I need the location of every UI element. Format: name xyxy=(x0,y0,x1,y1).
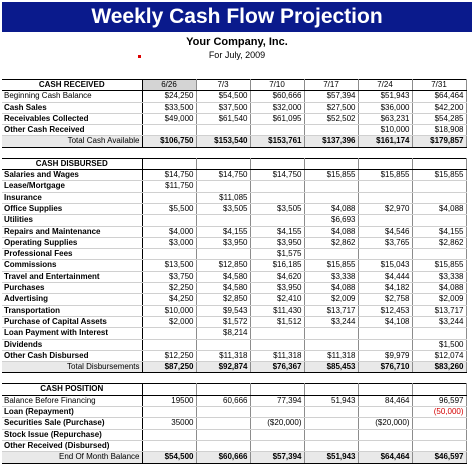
value-cell[interactable] xyxy=(142,215,196,226)
table-row xyxy=(2,203,466,214)
week-header-cell[interactable] xyxy=(358,158,412,169)
sheet-title: Weekly Cash Flow Projection xyxy=(91,5,383,28)
value-cell[interactable]: 77,394 xyxy=(250,395,304,406)
value-cell[interactable]: $1,572 xyxy=(196,316,250,327)
value-cell[interactable] xyxy=(358,407,412,418)
value-cell[interactable]: $12,074 xyxy=(412,350,466,361)
week-header-cell[interactable] xyxy=(142,384,196,395)
value-cell[interactable]: $9,543 xyxy=(196,305,250,316)
value-cell[interactable]: 35000 xyxy=(142,418,196,429)
value-cell[interactable]: $3,338 xyxy=(304,271,358,282)
row-label[interactable]: Office Supplies xyxy=(2,203,142,214)
week-header-cell[interactable]: 7/31 xyxy=(412,80,466,91)
value-cell[interactable]: $36,000 xyxy=(358,102,412,113)
value-cell[interactable]: $2,862 xyxy=(304,237,358,248)
value-cell[interactable]: $2,850 xyxy=(196,294,250,305)
value-cell[interactable] xyxy=(412,429,466,440)
row-label[interactable]: Travel and Entertainment xyxy=(2,271,142,282)
value-cell[interactable] xyxy=(142,440,196,451)
value-cell[interactable] xyxy=(304,440,358,451)
value-cell[interactable]: $4,155 xyxy=(250,226,304,237)
week-header-cell[interactable] xyxy=(358,384,412,395)
value-cell[interactable] xyxy=(304,192,358,203)
table-row xyxy=(2,260,466,271)
value-cell[interactable]: $10,000 xyxy=(358,125,412,136)
value-cell[interactable]: $4,000 xyxy=(142,226,196,237)
week-header-cell[interactable] xyxy=(250,158,304,169)
value-cell[interactable] xyxy=(196,339,250,350)
value-cell[interactable] xyxy=(358,429,412,440)
value-cell[interactable]: $51,943 xyxy=(358,91,412,102)
value-cell[interactable]: $4,088 xyxy=(412,203,466,214)
value-cell[interactable]: $11,430 xyxy=(250,305,304,316)
table-row xyxy=(2,271,466,282)
total-cell[interactable]: $153,540 xyxy=(196,136,250,147)
value-cell[interactable]: $12,850 xyxy=(196,260,250,271)
value-cell[interactable]: $3,950 xyxy=(250,283,304,294)
value-cell[interactable] xyxy=(250,440,304,451)
total-cell[interactable]: $64,464 xyxy=(358,452,412,463)
value-cell[interactable] xyxy=(304,407,358,418)
value-cell[interactable]: $2,410 xyxy=(250,294,304,305)
table-row xyxy=(2,305,466,316)
value-cell[interactable]: $33,500 xyxy=(142,102,196,113)
total-cell[interactable]: $87,250 xyxy=(142,362,196,373)
value-cell[interactable] xyxy=(142,407,196,418)
total-cell[interactable]: $161,174 xyxy=(358,136,412,147)
value-cell[interactable]: $4,182 xyxy=(358,283,412,294)
section-title[interactable]: CASH POSITION xyxy=(2,384,142,395)
table-row xyxy=(2,294,466,305)
total-cell[interactable]: $92,874 xyxy=(196,362,250,373)
row-label[interactable]: Securities Sale (Purchase) xyxy=(2,418,142,429)
table-row xyxy=(2,418,466,429)
value-cell[interactable]: $11,085 xyxy=(196,192,250,203)
table-row xyxy=(2,339,466,350)
disbursed-section-header xyxy=(2,158,466,169)
value-cell[interactable]: $3,950 xyxy=(250,237,304,248)
value-cell[interactable]: $4,088 xyxy=(304,226,358,237)
value-cell[interactable]: $3,950 xyxy=(196,237,250,248)
row-label[interactable]: Transportation xyxy=(2,305,142,316)
table-row xyxy=(2,125,466,136)
value-cell[interactable]: $4,250 xyxy=(142,294,196,305)
spreadsheet-grid xyxy=(2,79,467,464)
value-cell[interactable] xyxy=(196,215,250,226)
total-cell[interactable]: $57,394 xyxy=(250,452,304,463)
value-cell[interactable] xyxy=(358,192,412,203)
position-total-row xyxy=(2,452,466,463)
value-cell[interactable] xyxy=(196,125,250,136)
value-cell[interactable]: $12,453 xyxy=(358,305,412,316)
value-cell[interactable] xyxy=(304,181,358,192)
value-cell[interactable]: $16,185 xyxy=(250,260,304,271)
value-cell[interactable]: $14,750 xyxy=(250,170,304,181)
row-label[interactable]: Professional Fees xyxy=(2,249,142,260)
value-cell[interactable] xyxy=(142,429,196,440)
table-row xyxy=(2,181,466,192)
total-cell[interactable]: $46,597 xyxy=(412,452,466,463)
empty-cell[interactable] xyxy=(358,147,412,158)
empty-cell[interactable] xyxy=(196,373,250,384)
week-header-cell[interactable]: 7/10 xyxy=(250,80,304,91)
table-row xyxy=(2,170,466,181)
value-cell[interactable]: $6,693 xyxy=(304,215,358,226)
value-cell[interactable] xyxy=(250,429,304,440)
value-cell[interactable]: $2,009 xyxy=(412,294,466,305)
value-cell[interactable]: ($20,000) xyxy=(358,418,412,429)
total-cell[interactable]: $51,943 xyxy=(304,452,358,463)
value-cell[interactable]: $15,855 xyxy=(412,170,466,181)
week-header-cell[interactable] xyxy=(412,158,466,169)
value-cell[interactable] xyxy=(196,418,250,429)
empty-cell[interactable] xyxy=(196,147,250,158)
value-cell[interactable] xyxy=(142,192,196,203)
value-cell[interactable]: $2,009 xyxy=(304,294,358,305)
received-section-header xyxy=(2,80,466,91)
total-cell[interactable]: $76,710 xyxy=(358,362,412,373)
value-cell[interactable]: $4,155 xyxy=(196,226,250,237)
value-cell[interactable] xyxy=(196,440,250,451)
value-cell[interactable]: ($20,000) xyxy=(250,418,304,429)
value-cell[interactable]: $57,394 xyxy=(304,91,358,102)
empty-cell[interactable] xyxy=(250,373,304,384)
value-cell[interactable]: $8,214 xyxy=(196,328,250,339)
week-header-cell[interactable] xyxy=(304,158,358,169)
value-cell[interactable] xyxy=(304,429,358,440)
value-cell[interactable]: $15,855 xyxy=(412,260,466,271)
value-cell[interactable]: $2,970 xyxy=(358,203,412,214)
table-row xyxy=(2,316,466,327)
value-cell[interactable]: $3,338 xyxy=(412,271,466,282)
week-header-cell[interactable] xyxy=(196,158,250,169)
value-cell[interactable]: $15,043 xyxy=(358,260,412,271)
value-cell[interactable]: $1,575 xyxy=(250,249,304,260)
value-cell[interactable]: $11,750 xyxy=(142,181,196,192)
title-banner xyxy=(2,2,472,32)
row-label[interactable]: Loan (Repayment) xyxy=(2,407,142,418)
table-row xyxy=(2,395,466,406)
table-row xyxy=(2,440,466,451)
value-cell[interactable] xyxy=(142,339,196,350)
total-cell[interactable]: $85,453 xyxy=(304,362,358,373)
total-label[interactable]: Total Disbursements xyxy=(2,362,142,373)
value-cell[interactable]: $37,500 xyxy=(196,102,250,113)
row-label[interactable]: Utilities xyxy=(2,215,142,226)
value-cell[interactable]: $24,250 xyxy=(142,91,196,102)
value-cell[interactable] xyxy=(250,339,304,350)
week-header-cell[interactable]: 6/26 xyxy=(142,80,196,91)
value-cell[interactable]: 96,597 xyxy=(412,395,466,406)
value-cell[interactable]: $27,500 xyxy=(304,102,358,113)
row-label[interactable]: Cash Sales xyxy=(2,102,142,113)
row-label[interactable]: Advertising xyxy=(2,294,142,305)
value-cell[interactable]: $64,464 xyxy=(412,91,466,102)
value-cell[interactable]: $4,088 xyxy=(304,283,358,294)
value-cell[interactable]: $15,855 xyxy=(304,260,358,271)
empty-cell[interactable] xyxy=(412,373,466,384)
value-cell[interactable]: $1,500 xyxy=(412,339,466,350)
total-cell[interactable]: $83,260 xyxy=(412,362,466,373)
table-row xyxy=(2,237,466,248)
week-header-cell[interactable] xyxy=(250,384,304,395)
value-cell[interactable]: $1,512 xyxy=(250,316,304,327)
company-name: Your Company, Inc. xyxy=(186,36,288,48)
value-cell[interactable] xyxy=(304,125,358,136)
empty-cell[interactable] xyxy=(250,147,304,158)
section-title[interactable]: CASH RECEIVED xyxy=(2,80,142,91)
table-row xyxy=(2,215,466,226)
spacer-row xyxy=(2,147,466,158)
total-cell[interactable]: $76,367 xyxy=(250,362,304,373)
row-label[interactable]: Balance Before Financing xyxy=(2,395,142,406)
value-cell[interactable] xyxy=(304,328,358,339)
value-cell[interactable] xyxy=(250,192,304,203)
value-cell[interactable] xyxy=(358,215,412,226)
table-row xyxy=(2,283,466,294)
value-cell[interactable] xyxy=(412,328,466,339)
value-cell[interactable]: $4,155 xyxy=(412,226,466,237)
section-title[interactable]: CASH DISBURSED xyxy=(2,158,142,169)
value-cell[interactable] xyxy=(304,249,358,260)
value-cell[interactable]: $2,758 xyxy=(358,294,412,305)
value-cell[interactable]: $3,000 xyxy=(142,237,196,248)
value-cell[interactable]: (50,000) xyxy=(412,407,466,418)
row-label[interactable]: Insurance xyxy=(2,192,142,203)
row-label[interactable]: Purchase of Capital Assets xyxy=(2,316,142,327)
value-cell[interactable]: $2,250 xyxy=(142,283,196,294)
value-cell[interactable]: $2,862 xyxy=(412,237,466,248)
week-header-cell[interactable]: 7/17 xyxy=(304,80,358,91)
value-cell[interactable]: $32,000 xyxy=(250,102,304,113)
value-cell[interactable] xyxy=(142,328,196,339)
value-cell[interactable]: $52,502 xyxy=(304,113,358,124)
value-cell[interactable]: $9,979 xyxy=(358,350,412,361)
value-cell[interactable]: $42,200 xyxy=(412,102,466,113)
row-label[interactable]: Stock Issue (Repurchase) xyxy=(2,429,142,440)
value-cell[interactable]: $60,666 xyxy=(250,91,304,102)
total-label[interactable]: Total Cash Available xyxy=(2,136,142,147)
value-cell[interactable] xyxy=(196,181,250,192)
position-section-header xyxy=(2,384,466,395)
table-row xyxy=(2,350,466,361)
total-label[interactable]: End Of Month Balance xyxy=(2,452,142,463)
row-label[interactable]: Purchases xyxy=(2,283,142,294)
value-cell[interactable]: $15,855 xyxy=(358,170,412,181)
value-cell[interactable]: $18,908 xyxy=(412,125,466,136)
value-cell[interactable] xyxy=(250,407,304,418)
value-cell[interactable]: 84,464 xyxy=(358,395,412,406)
value-cell[interactable]: $4,088 xyxy=(412,283,466,294)
value-cell[interactable]: $4,580 xyxy=(196,271,250,282)
value-cell[interactable]: $49,000 xyxy=(142,113,196,124)
row-label[interactable]: Receivables Collected xyxy=(2,113,142,124)
total-cell[interactable]: $60,666 xyxy=(196,452,250,463)
value-cell[interactable]: $5,500 xyxy=(142,203,196,214)
value-cell[interactable]: $4,444 xyxy=(358,271,412,282)
row-label[interactable]: Other Cash Received xyxy=(2,125,142,136)
value-cell[interactable] xyxy=(412,249,466,260)
value-cell[interactable]: $3,505 xyxy=(250,203,304,214)
week-header-cell[interactable]: 7/3 xyxy=(196,80,250,91)
spacer-row xyxy=(2,373,466,384)
value-cell[interactable]: $11,318 xyxy=(196,350,250,361)
value-cell[interactable] xyxy=(358,249,412,260)
value-cell[interactable]: $14,750 xyxy=(196,170,250,181)
row-label[interactable]: Other Received (Disbursed) xyxy=(2,440,142,451)
total-cell[interactable]: $106,750 xyxy=(142,136,196,147)
table-row xyxy=(2,113,466,124)
disbursed-total-row xyxy=(2,362,466,373)
row-label[interactable]: Beginning Cash Balance xyxy=(2,91,142,102)
row-label[interactable]: Lease/Mortgage xyxy=(2,181,142,192)
value-cell[interactable]: $3,765 xyxy=(358,237,412,248)
table-row xyxy=(2,328,466,339)
value-cell[interactable]: $13,500 xyxy=(142,260,196,271)
value-cell[interactable] xyxy=(412,192,466,203)
value-cell[interactable] xyxy=(358,328,412,339)
value-cell[interactable] xyxy=(412,440,466,451)
value-cell[interactable] xyxy=(250,181,304,192)
empty-cell[interactable] xyxy=(142,147,196,158)
table-row xyxy=(2,429,466,440)
table-row xyxy=(2,102,466,113)
value-cell[interactable] xyxy=(412,215,466,226)
total-cell[interactable]: $137,396 xyxy=(304,136,358,147)
total-cell[interactable]: $179,857 xyxy=(412,136,466,147)
row-label[interactable]: Loan Payment with Interest xyxy=(2,328,142,339)
value-cell[interactable]: $63,231 xyxy=(358,113,412,124)
value-cell[interactable]: $13,717 xyxy=(412,305,466,316)
value-cell[interactable]: $14,750 xyxy=(142,170,196,181)
value-cell[interactable] xyxy=(142,125,196,136)
table-row xyxy=(2,91,466,102)
value-cell[interactable] xyxy=(358,181,412,192)
empty-cell[interactable] xyxy=(304,373,358,384)
empty-cell[interactable] xyxy=(142,373,196,384)
selection-marker xyxy=(138,55,141,58)
table-row xyxy=(2,407,466,418)
value-cell[interactable]: $2,000 xyxy=(142,316,196,327)
value-cell[interactable]: $11,318 xyxy=(250,350,304,361)
value-cell[interactable] xyxy=(358,339,412,350)
value-cell[interactable]: $4,620 xyxy=(250,271,304,282)
value-cell[interactable]: $12,250 xyxy=(142,350,196,361)
value-cell[interactable]: $3,505 xyxy=(196,203,250,214)
empty-cell[interactable] xyxy=(2,147,142,158)
value-cell[interactable]: $13,717 xyxy=(304,305,358,316)
report-period: For July, 2009 xyxy=(208,50,266,60)
value-cell[interactable] xyxy=(250,215,304,226)
received-total-row xyxy=(2,136,466,147)
table-row xyxy=(2,226,466,237)
row-label[interactable]: Operating Supplies xyxy=(2,237,142,248)
value-cell[interactable]: $11,318 xyxy=(304,350,358,361)
value-cell[interactable] xyxy=(142,249,196,260)
value-cell[interactable]: $54,500 xyxy=(196,91,250,102)
week-header-cell[interactable] xyxy=(304,384,358,395)
week-header-cell[interactable] xyxy=(412,384,466,395)
value-cell[interactable] xyxy=(412,418,466,429)
value-cell[interactable]: $61,095 xyxy=(250,113,304,124)
value-cell[interactable] xyxy=(196,249,250,260)
value-cell[interactable]: $4,108 xyxy=(358,316,412,327)
value-cell[interactable]: $4,088 xyxy=(304,203,358,214)
row-label[interactable]: Dividends xyxy=(2,339,142,350)
row-label[interactable]: Repairs and Maintenance xyxy=(2,226,142,237)
value-cell[interactable] xyxy=(196,429,250,440)
value-cell[interactable] xyxy=(412,181,466,192)
value-cell[interactable]: $54,285 xyxy=(412,113,466,124)
row-label[interactable]: Other Cash Disbursed xyxy=(2,350,142,361)
empty-cell[interactable] xyxy=(304,147,358,158)
value-cell[interactable]: $3,750 xyxy=(142,271,196,282)
value-cell[interactable]: 51,943 xyxy=(304,395,358,406)
value-cell[interactable] xyxy=(196,407,250,418)
table-row xyxy=(2,192,466,203)
value-cell[interactable]: 19500 xyxy=(142,395,196,406)
value-cell[interactable] xyxy=(304,418,358,429)
value-cell[interactable] xyxy=(250,125,304,136)
empty-cell[interactable] xyxy=(2,373,142,384)
empty-cell[interactable] xyxy=(412,147,466,158)
row-label[interactable]: Salaries and Wages xyxy=(2,170,142,181)
value-cell[interactable]: $15,855 xyxy=(304,170,358,181)
value-cell[interactable] xyxy=(304,339,358,350)
week-header-cell[interactable]: 7/24 xyxy=(358,80,412,91)
total-cell[interactable]: $153,761 xyxy=(250,136,304,147)
week-header-cell[interactable] xyxy=(196,384,250,395)
total-cell[interactable]: $54,500 xyxy=(142,452,196,463)
value-cell[interactable]: $4,546 xyxy=(358,226,412,237)
value-cell[interactable]: $3,244 xyxy=(412,316,466,327)
week-header-cell[interactable] xyxy=(142,158,196,169)
value-cell[interactable]: $61,540 xyxy=(196,113,250,124)
value-cell[interactable] xyxy=(358,440,412,451)
row-label[interactable]: Commissions xyxy=(2,260,142,271)
value-cell[interactable]: $10,000 xyxy=(142,305,196,316)
value-cell[interactable]: $3,244 xyxy=(304,316,358,327)
value-cell[interactable]: $4,580 xyxy=(196,283,250,294)
table-row xyxy=(2,249,466,260)
value-cell[interactable]: 60,666 xyxy=(196,395,250,406)
empty-cell[interactable] xyxy=(358,373,412,384)
value-cell[interactable] xyxy=(250,328,304,339)
cash-flow-table xyxy=(2,79,467,464)
